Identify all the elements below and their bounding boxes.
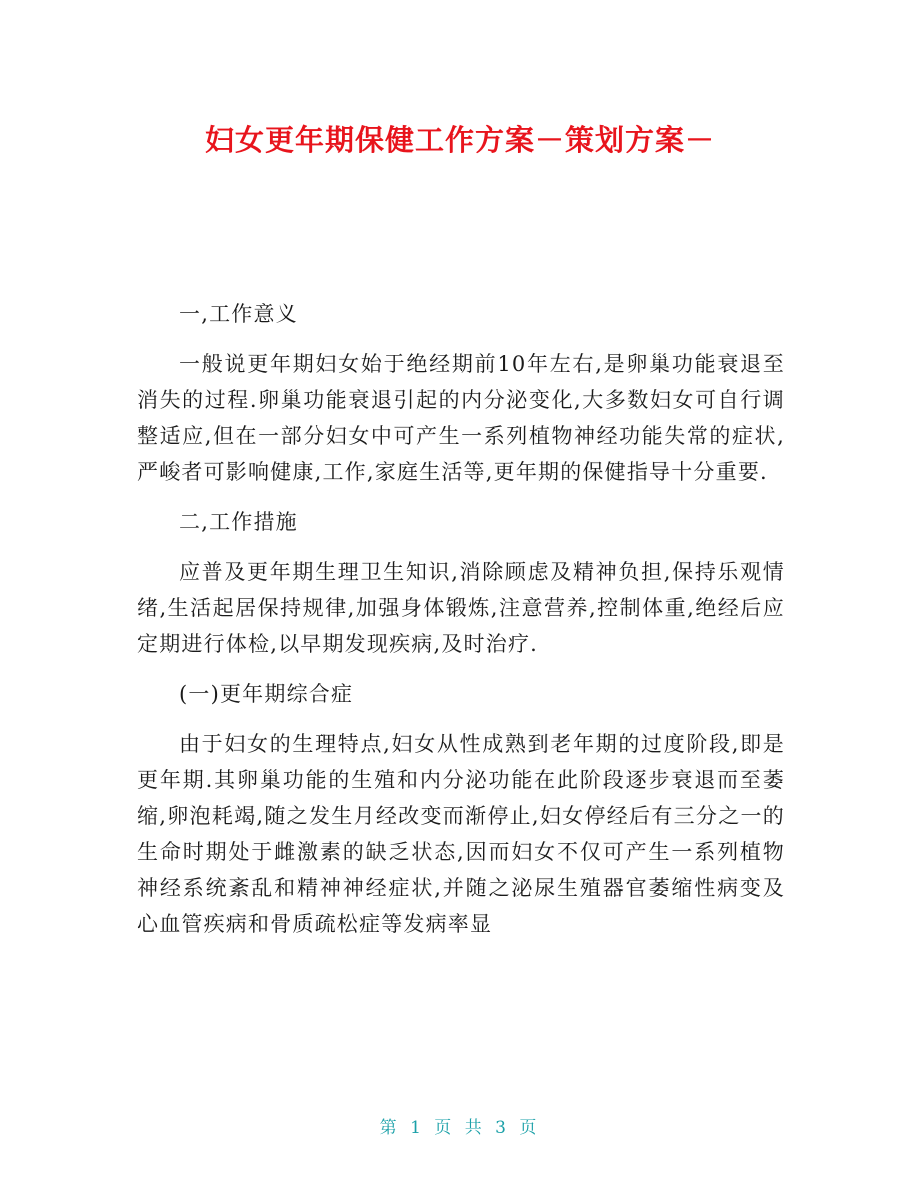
document-title: 妇女更年期保健工作方案－策划方案－ — [204, 123, 715, 157]
section-heading-measures: 二,工作措施 — [179, 510, 298, 534]
document-body — [137, 296, 785, 956]
paragraph-significance: 一般说更年期妇女始于绝经期前10年左右,是卵巢功能衰退至消失的过程.卵巢功能衰退引起的内分泌变化,大多数妇女可自行调整适应,但在一部分妇女中可产生一系列植物神经功能失常的症状,严峻者可影响健康,工作,家庭生活等,更年期的保健指导十分重要. — [137, 352, 785, 484]
subsection-heading-syndrome: (一)更年期综合症 — [179, 682, 354, 706]
paragraph-syndrome: 由于妇女的生理特点,妇女从性成熟到老年期的过度阶段,即是更年期.其卵巢功能的生殖和内分泌功能在此阶段逐步衰退而至萎缩,卵泡耗竭,随之发生月经改变而渐停止,妇女停经后有三分之一的生命时期处于雌激素的缺乏状态,因而妇女不仅可产生一系列植物神经系统紊乱和精神神经症状,并随之泌尿生殖器官萎缩性病变及心血管疾病和骨质疏松症等发病率显 — [137, 732, 785, 936]
page-footer: 第 1 页 共 3 页 — [379, 1118, 541, 1138]
section-heading-significance: 一,工作意义 — [179, 302, 298, 326]
paragraph-measures: 应普及更年期生理卫生知识,消除顾虑及精神负担,保持乐观情绪,生活起居保持规律,加强身体锻炼,注意营养,控制体重,绝经后应定期进行体检,以早期发现疾病,及时治疗. — [137, 560, 785, 656]
